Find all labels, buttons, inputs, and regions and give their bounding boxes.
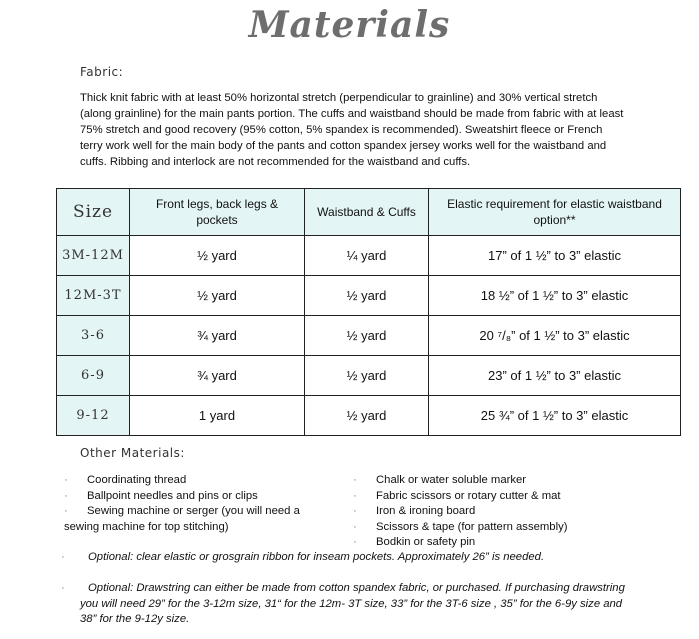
front-legs-cell: ¾ yard bbox=[130, 316, 305, 356]
fabric-description: Thick knit fabric with at least 50% horizontal stretch (perpendicular to grainline) and 30% vertical stretch (along grainline) for the main pants portion. The cuffs and waistband should be made from fabric with at least 75% stretch and good recovery (95% cotton, 5% spandex is recommended). Sweatshirt fleece or French terry work well for the main body of the pants and cotton spandex jersey works well for the waistband and cuffs. Ribbing and interlock are not recommended for the waistband and cuffs. bbox=[80, 92, 624, 168]
bullet-icon: · bbox=[64, 489, 68, 502]
header-front-legs: Front legs, back legs & pockets bbox=[130, 189, 305, 236]
list-item: · Ballpoint needles and pins or clips bbox=[64, 489, 336, 505]
other-materials-heading: Other Materials: bbox=[80, 446, 185, 460]
elastic-cell: 20 ⁷/₈” of 1 ½” to 3” elastic bbox=[429, 316, 681, 356]
table-row bbox=[57, 316, 681, 356]
fabric-heading: Fabric: bbox=[80, 65, 124, 79]
header-size: Size bbox=[57, 189, 130, 236]
materials-list-left bbox=[64, 473, 336, 535]
table-row bbox=[57, 396, 681, 436]
table-row bbox=[57, 236, 681, 276]
list-item: · Iron & ironing board bbox=[353, 504, 653, 520]
front-legs-cell: ¾ yard bbox=[130, 356, 305, 396]
waistband-cell: ½ yard bbox=[305, 396, 429, 436]
optional-note-pockets: · Optional: clear elastic or grosgrain ribbon for inseam pockets. Approximately 26” is needed. bbox=[80, 550, 640, 566]
size-cell: 3-6 bbox=[57, 316, 130, 356]
bullet-icon: · bbox=[353, 474, 357, 486]
table-row bbox=[57, 276, 681, 316]
elastic-cell: 23” of 1 ½” to 3” elastic bbox=[429, 356, 681, 396]
size-cell: 9-12 bbox=[57, 396, 130, 436]
optional-note-drawstring: · Optional: Drawstring can either be made from cotton spandex fabric, or purchased. If purchasing drawstring you will need 29” for the 3-12m size, 31“ for the 12m- 3T size, 33” for the 3T-6 size , 35” for the 6-9y size and 38” for the 9-12y size. bbox=[61, 582, 625, 625]
list-item: · Chalk or water soluble marker bbox=[353, 473, 653, 489]
header-waistband: Waistband & Cuffs bbox=[305, 189, 429, 236]
bullet-icon: · bbox=[64, 505, 68, 517]
size-cell: 12M-3T bbox=[57, 276, 130, 316]
list-item: · Scissors & tape (for pattern assembly) bbox=[353, 520, 653, 536]
bullet-icon: · bbox=[61, 551, 65, 563]
waistband-cell: ¼ yard bbox=[305, 236, 429, 276]
bullet-icon: · bbox=[353, 536, 357, 548]
yardage-table bbox=[56, 188, 681, 436]
table-header-row bbox=[57, 189, 681, 236]
list-item: · Sewing machine or serger (you will need a sewing machine for top stitching) bbox=[64, 505, 300, 533]
materials-list-right bbox=[353, 473, 653, 551]
header-elastic: Elastic requirement for elastic waistband option** bbox=[429, 189, 681, 236]
size-cell: 3M-12M bbox=[57, 236, 130, 276]
size-cell: 6-9 bbox=[57, 356, 130, 396]
bullet-icon: · bbox=[353, 520, 357, 533]
front-legs-cell: 1 yard bbox=[130, 396, 305, 436]
front-legs-cell: ½ yard bbox=[130, 276, 305, 316]
page-title: Materials bbox=[248, 4, 451, 46]
list-item: · Bodkin or safety pin bbox=[353, 535, 653, 551]
list-item: · Coordinating thread bbox=[64, 473, 336, 489]
table-row bbox=[57, 356, 681, 396]
waistband-cell: ½ yard bbox=[305, 316, 429, 356]
elastic-cell: 17” of 1 ½” to 3” elastic bbox=[429, 236, 681, 276]
bullet-icon: · bbox=[64, 474, 68, 486]
waistband-cell: ½ yard bbox=[305, 356, 429, 396]
bullet-icon: · bbox=[61, 582, 65, 594]
bullet-icon: · bbox=[353, 505, 357, 517]
elastic-cell: 25 ¾” of 1 ½” to 3” elastic bbox=[429, 396, 681, 436]
waistband-cell: ½ yard bbox=[305, 276, 429, 316]
bullet-icon: · bbox=[353, 489, 357, 502]
list-item: · Fabric scissors or rotary cutter & mat bbox=[353, 489, 653, 505]
elastic-cell: 18 ½” of 1 ½” to 3” elastic bbox=[429, 276, 681, 316]
front-legs-cell: ½ yard bbox=[130, 236, 305, 276]
